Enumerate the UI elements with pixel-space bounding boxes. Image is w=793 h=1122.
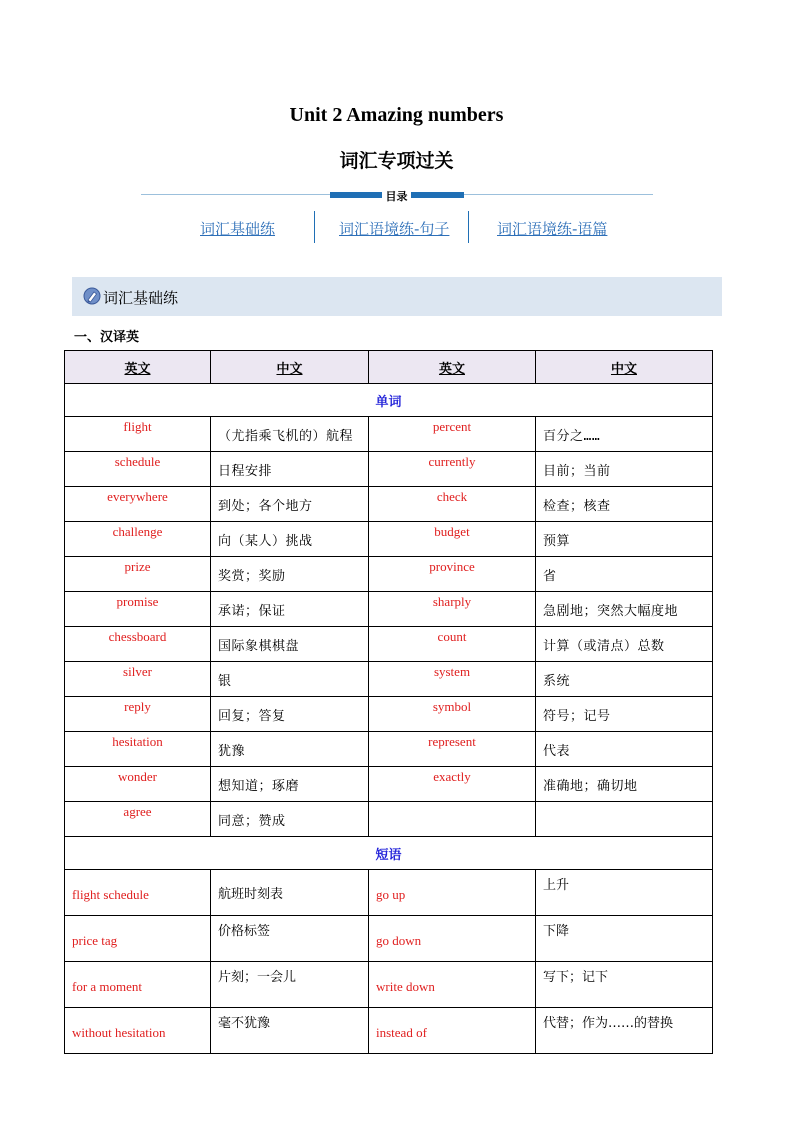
word-english: agree [65,802,211,837]
word-row [65,417,713,452]
word-english: system [369,662,536,697]
document-title: Unit 2 Amazing numbers [289,104,504,126]
phrase-chinese: 上升 [536,870,713,916]
word-chinese: 省 [536,557,713,592]
word-row [65,697,713,732]
phrase-english: instead of [369,1008,536,1054]
word-chinese: 犹豫 [211,732,369,767]
word-english: currently [369,452,536,487]
word-english: reply [65,697,211,732]
phrase-chinese: 航班时刻表 [211,870,369,916]
toc-label: 目录 [382,188,411,204]
word-english: province [369,557,536,592]
phrase-english: for a moment [65,962,211,1008]
word-chinese: 承诺；保证 [211,592,369,627]
word-english: prize [65,557,211,592]
word-chinese: 国际象棋棋盘 [211,627,369,662]
word-chinese: 向（某人）挑战 [211,522,369,557]
word-english: sharply [369,592,536,627]
word-english: symbol [369,697,536,732]
toc-separator [314,211,315,243]
word-chinese: 银 [211,662,369,697]
table-header-row [65,351,713,384]
word-chinese: 预算 [536,522,713,557]
phrase-row [65,1008,713,1054]
word-chinese: 准确地；确切地 [536,767,713,802]
section-title: 词汇基础练 [103,289,179,307]
part-title: 一、汉译英 [74,330,140,345]
word-english: represent [369,732,536,767]
word-chinese: 计算（或清点）总数 [536,627,713,662]
word-english: everywhere [65,487,211,522]
phrase-chinese: 写下；记下 [536,962,713,1008]
word-row [65,487,713,522]
vocabulary-table [64,350,713,1054]
word-english: percent [369,417,536,452]
word-chinese: 想知道；琢磨 [211,767,369,802]
phrase-row [65,870,713,916]
word-row [65,522,713,557]
document-subtitle: 词汇专项过关 [339,150,454,172]
word-chinese [536,802,713,837]
word-english: hesitation [65,732,211,767]
phrase-chinese: 片刻；一会儿 [211,962,369,1008]
words-section-row [65,384,713,417]
word-chinese: 奖赏；奖励 [211,557,369,592]
word-chinese: 系统 [536,662,713,697]
word-chinese: 目前；当前 [536,452,713,487]
toc-link-passage[interactable]: 词汇语境练-语篇 [497,220,608,238]
word-english: wonder [65,767,211,802]
phrases-section-row [65,837,713,870]
word-chinese: 回复；答复 [211,697,369,732]
phrase-english: write down [369,962,536,1008]
word-row [65,802,713,837]
word-english: check [369,487,536,522]
word-english: count [369,627,536,662]
header-english: 英文 [65,351,211,384]
header-chinese: 中文 [211,351,369,384]
word-chinese: 日程安排 [211,452,369,487]
word-english [369,802,536,837]
word-row [65,732,713,767]
phrase-chinese: 毫不犹豫 [211,1008,369,1054]
section-banner [72,277,722,316]
phrase-english: go up [369,870,536,916]
phrases-section-label: 短语 [65,837,713,870]
word-chinese: 百分之…… [536,417,713,452]
phrase-chinese: 价格标签 [211,916,369,962]
phrase-english: go down [369,916,536,962]
word-chinese: 检查；核查 [536,487,713,522]
header-chinese: 中文 [536,351,713,384]
pencil-icon [83,287,101,305]
toc-link-sentence[interactable]: 词汇语境练-句子 [339,220,450,238]
word-english: flight [65,417,211,452]
word-row [65,592,713,627]
toc-separator [468,211,469,243]
word-chinese: （尤指乘飞机的）航程 [211,417,369,452]
word-chinese: 同意；赞成 [211,802,369,837]
word-english: silver [65,662,211,697]
toc-bar-left [330,192,382,198]
phrase-row [65,916,713,962]
toc-link-basic[interactable]: 词汇基础练 [200,220,276,238]
word-english: exactly [369,767,536,802]
word-english: schedule [65,452,211,487]
phrase-chinese: 下降 [536,916,713,962]
phrase-chinese: 代替；作为……的替换 [536,1008,713,1054]
word-row [65,557,713,592]
phrase-english: without hesitation [65,1008,211,1054]
words-section-label: 单词 [65,384,713,417]
word-english: budget [369,522,536,557]
toc-bar-right [411,192,464,198]
word-row [65,767,713,802]
word-row [65,627,713,662]
word-english: promise [65,592,211,627]
word-chinese: 符号；记号 [536,697,713,732]
word-english: challenge [65,522,211,557]
word-english: chessboard [65,627,211,662]
word-row [65,662,713,697]
word-chinese: 代表 [536,732,713,767]
phrase-row [65,962,713,1008]
phrase-english: flight schedule [65,870,211,916]
word-chinese: 急剧地；突然大幅度地 [536,592,713,627]
header-english: 英文 [369,351,536,384]
phrase-english: price tag [65,916,211,962]
word-chinese: 到处；各个地方 [211,487,369,522]
word-row [65,452,713,487]
